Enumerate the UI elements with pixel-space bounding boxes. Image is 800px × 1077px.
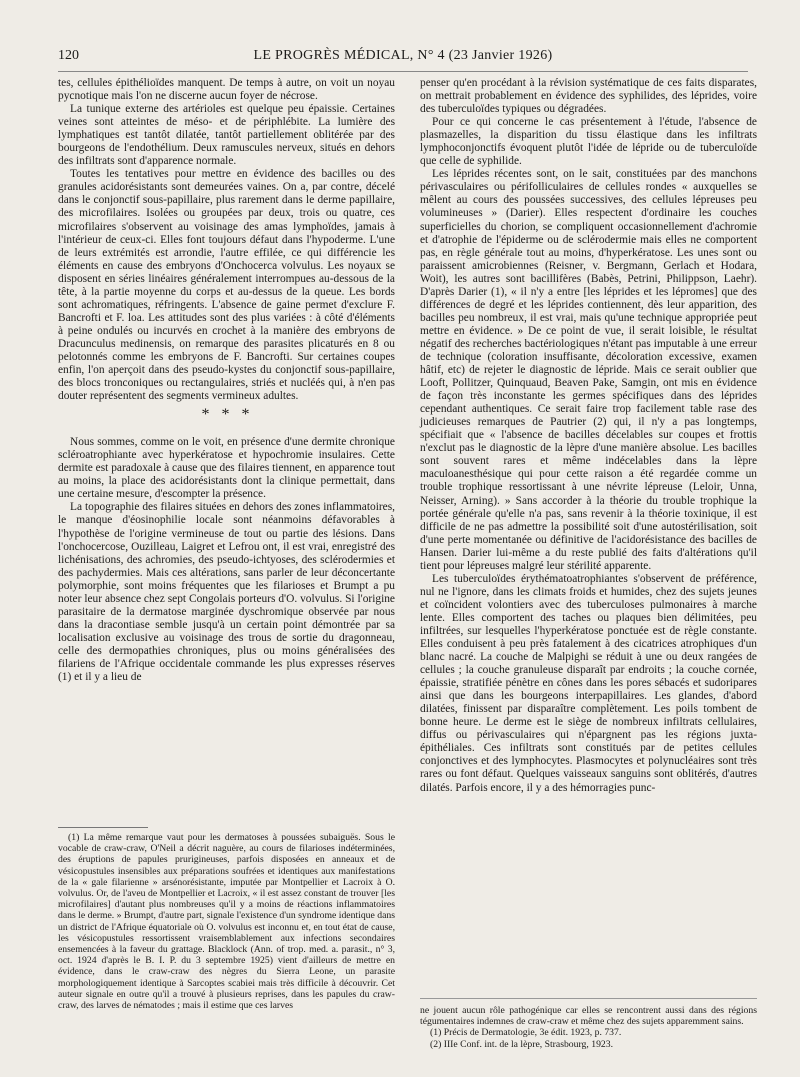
right-column [420,77,757,795]
header-rule [58,71,748,72]
running-title: LE PROGRÈS MÉDICAL, N° 4 (23 Janvier 1926) [253,48,553,63]
left-paragraph-1: tes, cellules épithélioïdes manquent. De temps à autre, on voit un noyau pycnotique mais l'on ne discerne aucun foyer de nécrose. [58,77,395,103]
left-column [58,77,395,684]
footnote-rule [58,827,148,828]
footnote-pautrier: (2) IIIe Conf. int. de la lèpre, Strasbourg, 1923. [430,1038,614,1050]
left-paragraph-3: Toutes les tentatives pour mettre en évidence des bacilles ou des granules acidorésistants sont demeurées vaines. On a, par contre, décelé dans le conjonctif sous-papillaire, plus rarement dans le derme papillaire, des microfilaires. Isolées ou groupées par deux, trois ou quatre, ces microfilaires s'observent au voisinage des amas lymphoïdes, jamais à l'intérieur de ceux-ci. Elles font toujours défaut dans l'hypoderme. L'une de leurs extrémités est arrondie, l'autre effilée, ce qui différencie les éléments en cause des embryons d'Onchocerca volvulus. Les noyaux se disposent en séries linéaires généralement interrompues au-dessous de la tête, à la partie moyenne du corps et au-dessus de la queue. Les bords sont achromatiques, réfringents. L'absence de gaine permet d'exclure F. Bancrofti et F. loa. Les attitudes sont des plus variées : à côté d'éléments à peine ondulés ou incurvés en crochet à la manière des embryons de Dracunculus medinensis, on remarque des parasites plicaturés en 8 ou pelotonnés comme les embryons de F. Bancrofti. Sur certaines coupes enfin, l'on aperçoit dans des pseudo-kystes du conjonctif sous-papillaire, des blocs tronconiques ou rectangulaires, striés et nucléés qui, à n'en pas douter représentent des segments vermineux adultes. [58,168,395,403]
right-paragraph-2: Pour ce qui concerne le cas présentement à l'étude, l'absence de plasmazelles, la disparition du tissu élastique dans les infiltrats lymphoconjonctifs évoquent plutôt l'idée de lépride ou de tuberculoïde que celle de syphilide. [420,116,757,168]
running-header [58,48,748,70]
footnote-1-continuation: ne jouent aucun rôle pathogénique car elles se rencontrent aussi dans des régions tégumentaires indemnes de craw-craw et même chez des sujets apparemment sains. [420,1005,757,1028]
section-separator: * * * [201,406,252,424]
right-paragraph-1: penser qu'en procédant à la révision systématique de ces faits disparates, on mettrait probablement en évidence des syphilides, des léprides, voire des tuberculoïdes typiques ou dégradées. [420,77,757,116]
footnote-darier: (1) Précis de Dermatologie, 3e édit. 1923, p. 737. [430,1027,622,1039]
right-footnotes [420,1005,757,1050]
right-paragraph-3: Les léprides récentes sont, on le sait, constituées par des manchons périvasculaires ou périfolliculaires de cellules rondes « auxquelles se mêlent au cours des poussées successives, des cellules lépreuses peu volumineuses » (Darier). Elles respectent d'ordinaire les couches superficielles du chorion, se compliquent occasionnellement d'achromie et d'atrophie de l'épiderme ou de sclérodermie mais elles ne comportent pas, en règle générale tout au moins, d'hyperkératose. Les unes sont ou paraissent amicrobiennes (Reisner, v. Bergmann, Gerlach et Hodara, Woit), les autres sont bacillifères (Babès, Petrini, Philippson, Laehr). D'après Darier (1), « il n'y a entre [les léprides et les lépromes] que des différences de degré et les léprides contiennent, dès leur apparition, des bacilles peu nombreux, il est vrai, mais qu'une technique appropriée peut mettre en évidence. » De ce point de vue, il serait loisible, le résultat négatif des recherches bactériologiques n'étant pas imputable à une erreur de technique (coloration insuffisante, décoloration excessive, examen hâtif, etc) de rejeter le diagnostic de lépride. Mais ce serait oublier que Looft, Pollitzer, Quinquaud, Beaven Pake, Samgin, ont mis en évidence de façon très inconstante les germes spécifiques dans des léprides cependant authentiques. Ce serait faire trop facilement table rase des judicieuses remarques de Pautrier (2) qui, il n'y a pas longtemps, spécifiait que « l'absence de bacilles décelables sur coupes et frottis n'exclut pas le diagnostic de la lèpre d'une manière absolue. Les bacilles sont souvent rares et même indécelables dans la lèpre maculoanesthésique qui pour cette raison a été regardée comme un trouble trophique ressortissant à une névrite lépreuse (Leloir, Unna, Neisser, Arning). » Sans accorder à la théorie du trouble trophique la portée générale qu'elle n'a pas, sans revenir à la théorie toxinique, il est difficile de ne pas admettre la possibilité soit d'une autostérilisation, soit d'une perte momentanée ou définitive de l'acidorésistance des bacilles de Hansen. Darier lui-même a du reste publié des faits d'altérations qu'il tient pour lépreuses malgré leur stérilité apparente. [420,168,757,572]
left-footnotes [58,823,395,1011]
right-paragraph-4: Les tuberculoïdes érythématoatrophiantes s'observent de préférence, nul ne l'ignore, dans les climats froids et humides, chez des sujets jeunes et coïncident volontiers avec des tuberculoses pulmonaires à marche lente. Elles comportent des taches ou plaques bien délimitées, peu infiltrées, sur lesquelles l'hyperkératose ponctuée est de règle constante. Elles conduisent à peu près fatalement à des cicatrices atrophiques d'un blanc nacré. La couche de Malpighi se réduit à une ou deux rangées de cellules ; la couche granuleuse disparaît par endroits ; la couche cornée, épaissie, stratifiée pénètre en cônes dans les pores sébacés et sudoripares ainsi que dans les bourgeons interpapillaires. Les glandes, d'abord dilatées, finissent par disparaître complètement. Les poils tombent de bonne heure. Le derme est le siège de nombreux infiltrats cellulaires, diffus ou périvasculaires qui n'épargnent pas les régions juxta-épithéliales. Ces infiltrats sont constitués par de petites cellules conjonctives et des lymphocytes. Plasmocytes et polynucléaires sont très rares ou font défaut. Quelques vaisseaux sanguins sont oblitérés, d'autres dilatés. Parfois encore, il y a des hémorragies punc- [420,572,757,794]
right-footnote-rule [420,998,757,999]
left-paragraph-5: La topographie des filaires situées en dehors des zones inflammatoires, le manque d'éosinophilie locale sont néanmoins défavorables à l'hypothèse de l'origine vermineuse de tout ou partie des lésions. Dans l'onchocercose, Ouzilleau, Laigret et Lefrou ont, il est vrai, enregistré des lichénisations, des achromies, des pseudo-ichtyoses, des sclérodermies et des pachydermies. Mais ces altérations, sans parler de leur déconcertante polymorphie, sont moins fréquentes que les filarioses et Brumpt a pu noter leur absence chez sept Congolais porteurs d'O. volvulus. Si l'origine parasitaire de la dermatose marginée dyschromique observée par nous dans la dracontiase semble jusqu'à un certain point démontrée par sa localisation exclusive au voisinage des trous de sortie du dragonneau, celle des dermopathies chroniques, plus ou moins généralisées des filariens de l'Afrique occidentale commande les plus expresses réserves (1) et il y a lieu de [58,501,395,684]
left-paragraph-2: La tunique externe des artérioles est quelque peu épaissie. Certaines veines sont atteintes de méso- et de périphlébite. La lumière des lymphatiques est tantôt dilatée, tantôt partiellement oblitérée par des bourgeons de l'endothélium. Deux ramuscules nerveux, situés en dehors des infiltrats sont d'apparence normale. [58,103,395,168]
page-number: 120 [58,48,79,63]
footnote-1: (1) La même remarque vaut pour les dermatoses à poussées subaiguës. Sous le vocable de craw-craw, O'Neil a décrit naguère, au cours de filarioses indéterminées, des éruptions de papules prurigineuses, parfois disposées en anneaux et de vésicopustules insensibles aux préparations soufrées et identiques aux manifestations de la « gale filarienne » arsénorésistante, imputée par Montpellier et Lacroix à O. volvulus. Or, de l'aveu de Montpellier et Lacroix, « il est assez constant de trouver [les microfilaires] d'autant plus nombreuses qu'il y a moins de réactions inflammatoires dans le derme. » Brumpt, d'autre part, signale l'existence d'un syndrome identique dans un district de l'Afrique équatoriale où O. volvulus est inconnu et, en tout état de cause, les vésicopustules ressortissent vraisemblablement aux infections secondaires ensemencées à la faveur du grattage. Blacklock (Ann. of trop. med. a. parasit., n° 3, oct. 1924 d'après le B. I. P. du 3 septembre 1925) vient d'ailleurs de mettre en évidence, dans le craw-craw des nègres du Sierra Leone, un parasite morphologiquement identique à Sarcoptes scabiei mais très difficile à découvrir. Cet auteur signale en outre qu'il a trouvé à plusieurs reprises, dans les papules du craw-craw, des larves de nématodes ; mais il estime que ces larves [58,832,395,1012]
left-paragraph-4: Nous sommes, comme on le voit, en présence d'une dermite chronique scléroatrophiante avec hyperkératose et hypochromie insulaires. Cette dermite est paradoxale à cause que des filaires tiennent, en apparence tout au moins, la place des acidorésistants dont la clinique permettait, dans une certaine mesure, d'escompter la présence. [58,436,395,501]
